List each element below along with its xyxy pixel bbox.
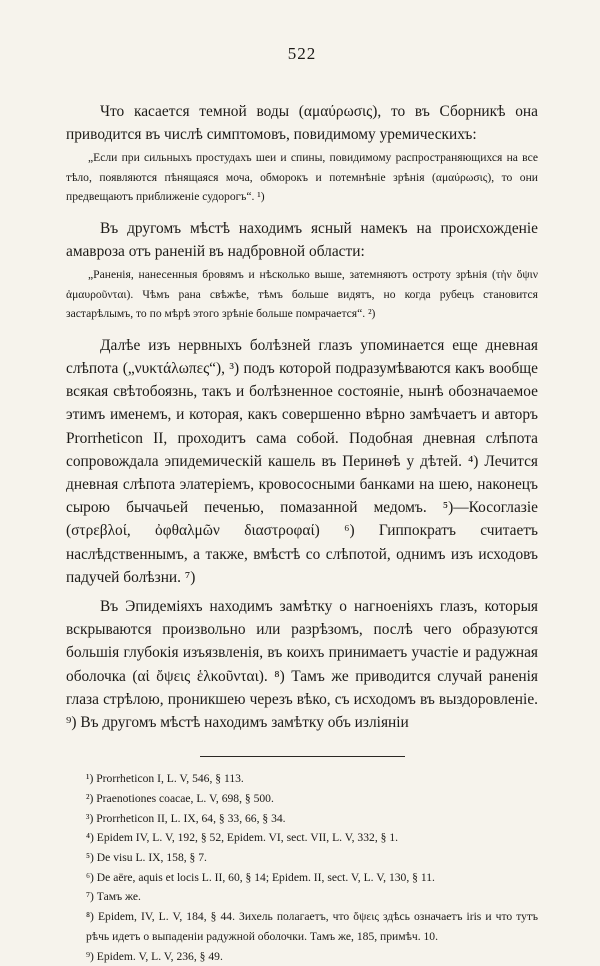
quote-wounds: „Раненія, нанесенныя бровямъ и нѣсколько выше, затемняютъ остроту зрѣнія (τὴν ὄψιν ἀμαυροῦνται). Чѣмъ рана свѣжѣе, тѣмъ больше видятъ, но когда рубецъ становится застарѣлымъ, то по мѣрѣ этого зрѣніе больше помрачается“. ²) bbox=[66, 268, 538, 321]
page-number: 522 bbox=[287, 44, 317, 63]
footnote-9: ⁹) Epidem. V, L. V, 236, § 49. bbox=[86, 949, 223, 963]
footnote-3: ³) Prorrheticon II, L. IX, 64, § 33, 66, § 34. bbox=[86, 811, 286, 825]
footnote-6: ⁶) De aëre, aquis et locis L. II, 60, § 14; Epidem. II, sect. V, L. V, 130, § 11. bbox=[86, 870, 435, 884]
footnotes bbox=[66, 769, 538, 966]
footnote-7: ⁷) Тамъ же. bbox=[86, 890, 141, 904]
footnote-5: ⁵) De visu L. IX, 158, § 7. bbox=[86, 851, 207, 865]
footnote-divider bbox=[200, 756, 405, 757]
paragraph-epidemics: Въ Эпидеміяхъ находимъ замѣтку о нагноеніяхъ глазъ, которыя вскрываются произвольно или разрѣзомъ, послѣ чего образуются большія глубокія изъязвленія, въ коихъ принимаетъ участіе и радужная оболочка (αἱ ὄψεις ἑλκοῦνται). ⁸) Тамъ же приводится случай раненія глаза стрѣлою, проникшею черезъ вѣко, съ исходомъ въ выздоровленіе. ⁹) Въ другомъ мѣстѣ находимъ замѣтку объ изліяніи bbox=[66, 598, 538, 732]
footnote-1: ¹) Prorrheticon I, L. V, 546, § 113. bbox=[86, 772, 244, 786]
quote-prorrheticon: „Если при сильныхъ простудахъ шеи и спины, повидимому распространяющихся на все тѣло, появляются пѣнящаяся моча, обморокъ и потемнѣніе зрѣнія (αμαύρωσις), то они предвещаютъ приближеніе судорогъ“. ¹) bbox=[66, 151, 538, 204]
footnote-8: ⁸) Epidem, IV, L. V, 184, § 44. Зихель полагаетъ, что ὄψεις здѣсь означаетъ iris и что тутъ рѣчь идетъ о выпаденіи радужной оболочки. Тамъ же, 185, примѣч. 10. bbox=[86, 910, 538, 943]
footnote-2: ²) Praenotiones coacae, L. V, 698, § 500. bbox=[86, 791, 274, 805]
paragraph-amaurosis-wounds: Въ другомъ мѣстѣ находимъ ясный намекъ на происхожденіе амавроза отъ раненій въ надбровной области: bbox=[66, 219, 538, 261]
paragraph-night-blindness: Далѣе изъ нервныхъ болѣзней глазъ упоминается еще дневная слѣпота („νυκτάλωπες“), ³) подъ которой подразумѣваются какъ вообще всякая свѣтобоязнь, такъ и болѣзненное состояніе, нынѣ обозначаемое этимъ именемъ, и которая, какъ совершенно вѣрно замѣчаетъ и авторъ Prorrheticon II, проходитъ сама собой. Подобная дневная слѣпота сопровождала эпидемическій кашель въ Перинѳѣ у дѣтей. ⁴) Лечится дневная слѣпота элатеріемъ, кровососными банками на шею, наконецъ сырою бычачьей печенью, помазанной медомъ. ⁵)—Косоглазіе (στρεβλοί, ὀφθαλμῶν διαστροφαί) ⁶) Гиппократъ считаетъ наслѣдственнымъ, а также, вмѣстѣ со слѣпотой, однимъ изъ исходовъ падучей болѣзни. ⁷) bbox=[66, 336, 538, 586]
paragraph-dark-water: Что касается темной воды (αμαύρωσις), то въ Сборникѣ она приводится въ числѣ симптомовъ, повидимому уремическихъ: bbox=[66, 103, 538, 144]
footnote-4: ⁴) Epidem IV, L. V, 192, § 52, Epidem. VI, sect. VII, L. V, 332, § 1. bbox=[86, 831, 399, 845]
